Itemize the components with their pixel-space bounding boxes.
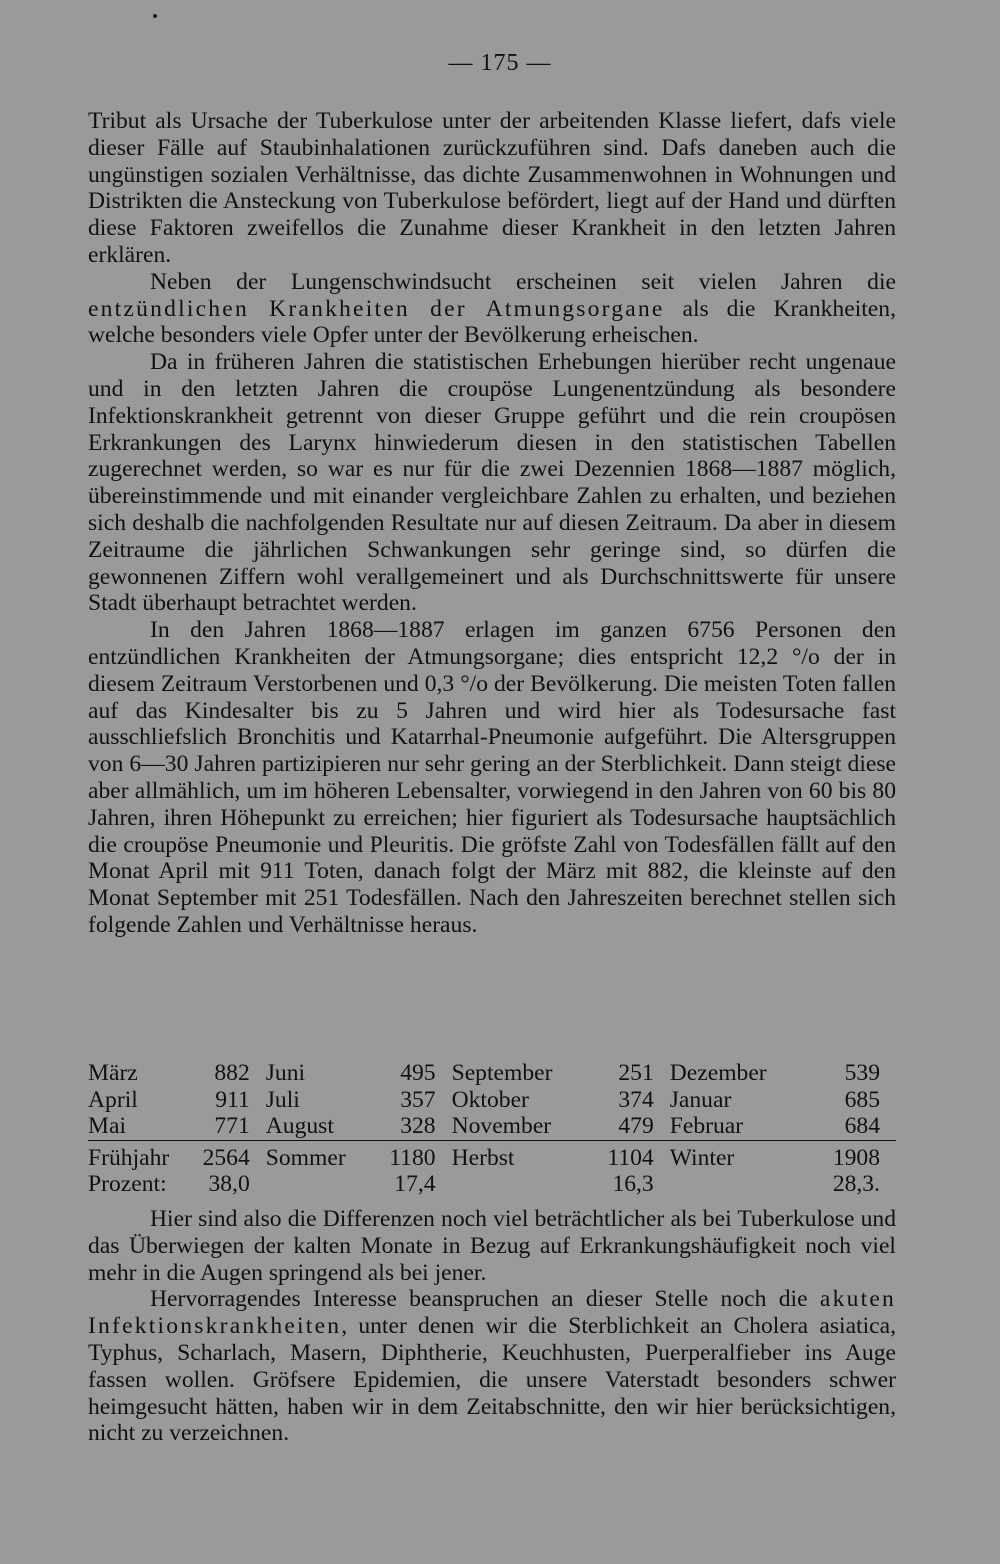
season-total-row <box>88 1140 896 1171</box>
table-value: 328 <box>400 1113 436 1139</box>
table-label: März <box>88 1060 138 1086</box>
spaced-emphasis-text: entzündlichen Krankheiten der Atmungsorgane <box>88 295 665 322</box>
paragraph <box>88 1286 896 1447</box>
paragraph-text: Tribut als Ursache der Tuberkulose unter der arbeitenden Klasse liefert, dafs viele dieser Fälle auf Staubinhalationen zurückzuführen sind. Dafs daneben auch die ungünstigen sozialen Verhältnisse, das dichte Zusammenwohnen in Wohnungen und Distrikten die Ansteckung von Tuberkulose befördert, liegt auf der Hand und dürften diese Faktoren zweifellos die Zunahme dieser Krankheit in den letzten Jahren erklären. <box>88 108 896 268</box>
paragraph-text: als die Krankheiten, welche besonders viele Opfer unter der Bevölkerung erheischen. <box>88 295 896 349</box>
table-value: 684 <box>844 1113 880 1139</box>
paragraph <box>88 349 896 617</box>
body-text-top <box>88 108 896 939</box>
percent-row <box>88 1171 896 1198</box>
table-label: April <box>88 1086 138 1113</box>
table-value: 1104 <box>589 1140 670 1171</box>
table-value: 911 <box>215 1086 250 1113</box>
percent-value: 38,0 <box>208 1171 250 1197</box>
table-label: Mai <box>88 1113 127 1139</box>
table-label: September <box>451 1060 553 1086</box>
table-value: 374 <box>618 1086 654 1113</box>
table-value: 2564 <box>185 1140 266 1171</box>
month-row <box>88 1060 896 1087</box>
table-value: 1908 <box>807 1140 896 1171</box>
table-value: 251 <box>618 1060 654 1086</box>
table-value: 1180 <box>379 1140 452 1171</box>
paragraph-text: Neben der Lungenschwindsucht erscheinen seit vielen Jahren die <box>150 268 896 295</box>
table-value: 771 <box>214 1113 250 1139</box>
table-label: Dezember <box>669 1060 767 1086</box>
paragraph-text: , unter denen wir die Sterblichkeit an Cholera asiatica, Typhus, Scharlach, Masern, Diphtherie, Keuchhusten, Puerperalfieber ins Auge fassen wollen. Gröfsere Epidemien, die unsere Vaterstadt besonders schwer heimgesucht hätten, haben wir in dem Zeitabschnitte, den wir hier berücksichtigen, nicht zu verzeichnen. <box>88 1313 896 1447</box>
paragraph-text: Hier sind also die Differenzen noch viel beträchtlicher als bei Tuberkulose und das Überwiegen der kalten Monate in Bezug auf Erkrankungshäufigkeit noch viel mehr in die Augen springend als bei jener. <box>88 1206 896 1286</box>
table-value: 685 <box>844 1086 880 1113</box>
paragraph-text: In den Jahren 1868—1887 erlagen im ganzen 6756 Personen den entzündlichen Krankheiten der Atmungsorgane; dies entspricht 12,2 °/o der in diesem Zeitraum Verstorbenen und 0,3 °/o der Bevölkerung. Die meisten Toten fallen auf das Kindesalter bis zu 5 Jahren und wird hier als Todesursache fast ausschliefslich Bronchitis und Katarrhal-Pneumonie aufgeführt. Die Altersgruppen von 6—30 Jahren partizipieren nur sehr gering an der Sterblichkeit. Dann steigt diese aber allmählich, um im höheren Lebensalter, vorwiegend in den Jahren von 60 bis 80 Jahren, ihren Höhepunkt zu erreichen; hier figuriert als Todesursache hauptsächlich die croupöse Pneumonie und Pleuritis. Die gröfste Zahl von Todesfällen fällt auf den Monat April mit 911 Toten, danach folgt der März mit 882, die kleinste auf den Monat September mit 251 Todesfällen. Nach den Jahreszeiten berechnet stellen sich folgende Zahlen und Verhältnisse heraus. <box>88 617 896 938</box>
percent-value: 16,3 <box>612 1171 654 1197</box>
table-label: Juli <box>265 1086 300 1113</box>
table-value: 357 <box>400 1086 436 1113</box>
month-row <box>88 1113 896 1140</box>
page-number: — 175 — <box>448 50 552 76</box>
table-value: 539 <box>844 1060 880 1086</box>
seasonal-deaths-table <box>88 1060 896 1198</box>
month-row <box>88 1087 896 1114</box>
table-value: 479 <box>618 1113 654 1139</box>
table-label: Sommer <box>266 1140 379 1171</box>
body-text-bottom <box>88 1206 896 1447</box>
table-label: Januar <box>669 1086 732 1113</box>
table-label: November <box>451 1113 552 1139</box>
table-label: Frühjahr <box>88 1140 185 1171</box>
print-speck <box>153 14 157 18</box>
paragraph-text: Hervorragendes Interesse beanspruchen an dieser Stelle noch die <box>150 1286 820 1313</box>
paragraph <box>88 269 896 349</box>
percent-value: 28,3. <box>832 1171 880 1197</box>
spaced-emphasis-text: akuten Infektionskrankheiten <box>88 1286 896 1340</box>
paragraph <box>88 617 896 939</box>
paragraph-text: Da in früheren Jahren die statistischen Erhebungen hierüber recht ungenaue und in den letzten Jahren die croupöse Lungenentzündung als besondere Infektionskrankheit getrennt von dieser Gruppe geführt und die rein croupösen Erkrankungen des Larynx hinwiederum diesen in den statistischen Tabellen zugerechnet werden, so war es nur für die zwei Dezennien 1868—1887 möglich, übereinstimmende und mit einander vergleichbare Zahlen zu erhalten, und beziehen sich deshalb die nachfolgenden Resultate nur auf diesen Zeitraum. Da aber in diesem Zeitraume die jährlichen Schwankungen sehr geringe sind, so dürfen die gewonnenen Ziffern wohl verallgemeinert und als Durchschnittswerte für unsere Stadt überhaupt betrachtet werden. <box>88 349 896 617</box>
paragraph <box>88 108 896 269</box>
percent-value: 17,4 <box>394 1171 436 1197</box>
table-label: August <box>265 1113 334 1139</box>
percent-label: Prozent: <box>88 1171 167 1197</box>
table-label: Oktober <box>451 1086 529 1113</box>
table-value: 882 <box>214 1060 250 1086</box>
paragraph <box>88 1206 896 1286</box>
table-label: Februar <box>669 1113 744 1139</box>
table-label: Winter <box>670 1140 807 1171</box>
table-label: Juni <box>265 1060 306 1086</box>
table-value: 495 <box>400 1060 436 1086</box>
table-label: Herbst <box>452 1140 589 1171</box>
